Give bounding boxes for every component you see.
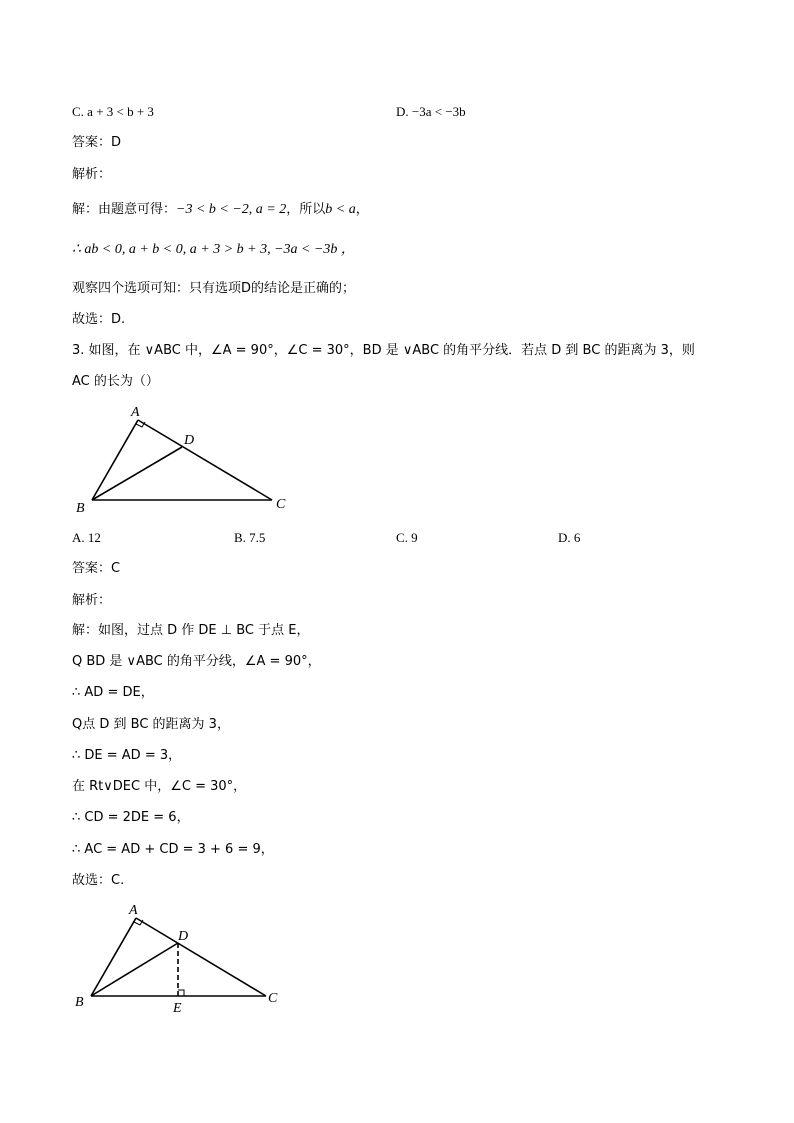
option-a: A. 12 — [72, 530, 101, 545]
side-ab — [92, 420, 138, 500]
segment-bd — [92, 447, 182, 500]
option-d-prev: D. −3a < −3b — [396, 104, 466, 119]
label-e: E — [173, 1001, 182, 1016]
q3-text-line1: 3. 如图，在 ∨ABC 中，∠A = 90°，∠C = 30°，BD 是 ∨ABC 的角平分线．若点 D 到 BC 的距离为 3，则 — [72, 343, 695, 358]
q3-text-line2: AC 的长为（） — [72, 374, 159, 389]
label-b: B — [75, 995, 84, 1010]
q3-solution-line: ∴ AC = AD + CD = 3 + 6 = 9， — [72, 842, 274, 857]
prev-step-3: 观察四个选项可知：只有选项D的结论是正确的； — [72, 281, 356, 296]
label-d: D — [184, 433, 195, 448]
q3-solution-line: Q点 D 到 BC 的距离为 3， — [72, 717, 230, 732]
q3-answer: 答案：C — [72, 561, 121, 576]
prev-step-1-prefix: 解：由题意可得： — [72, 202, 177, 217]
q3-solution-line: 解：如图，过点 D 作 DE ⊥ BC 于点 E， — [72, 623, 310, 638]
triangle-figure-2 — [70, 898, 290, 1018]
prev-step-1-end: ， — [355, 202, 369, 217]
label-a: A — [129, 903, 138, 918]
side-ab — [91, 918, 136, 996]
q3-solution-line: 在 Rt∨DEC 中，∠C = 30°， — [72, 779, 247, 794]
q3-analysis-label: 解析： — [72, 593, 112, 608]
prev-step-1-math: −3 < b < −2, a = 2 — [176, 202, 287, 217]
q3-solution-line: ∴ DE = AD = 3， — [72, 748, 182, 763]
q3-solution-line: 故选：C. — [72, 873, 125, 888]
label-a: A — [131, 405, 140, 420]
prev-step-2: ∴ ab < 0, a + b < 0, a + 3 > b + 3, −3a < −3b ， — [72, 242, 355, 257]
prev-step-1-mid: ，所以 — [286, 202, 326, 217]
label-c: C — [268, 991, 278, 1006]
option-d: D. 6 — [558, 530, 581, 545]
prev-answer: 答案：D — [72, 135, 122, 150]
option-c-prev: C. a + 3 < b + 3 — [72, 104, 154, 119]
option-b: B. 7.5 — [234, 530, 266, 545]
triangle-figure-1 — [70, 400, 300, 520]
side-ac — [138, 420, 272, 500]
right-angle-mark-e — [178, 990, 184, 996]
prev-step-1 — [72, 201, 369, 219]
prev-step-1-math2: b < a — [325, 202, 356, 217]
segment-bd — [91, 943, 178, 996]
label-b: B — [76, 501, 85, 516]
prev-choice: 故选：D. — [72, 312, 126, 327]
q3-solution-line: Q BD 是 ∨ABC 的角平分线，∠A = 90°， — [72, 654, 321, 669]
prev-analysis-label: 解析： — [72, 167, 112, 182]
option-c: C. 9 — [396, 530, 418, 545]
q3-solution-line: ∴ AD = DE， — [72, 685, 154, 700]
label-c: C — [276, 497, 286, 512]
q3-solution-line: ∴ CD = 2DE = 6， — [72, 810, 190, 825]
label-d: D — [178, 929, 189, 944]
